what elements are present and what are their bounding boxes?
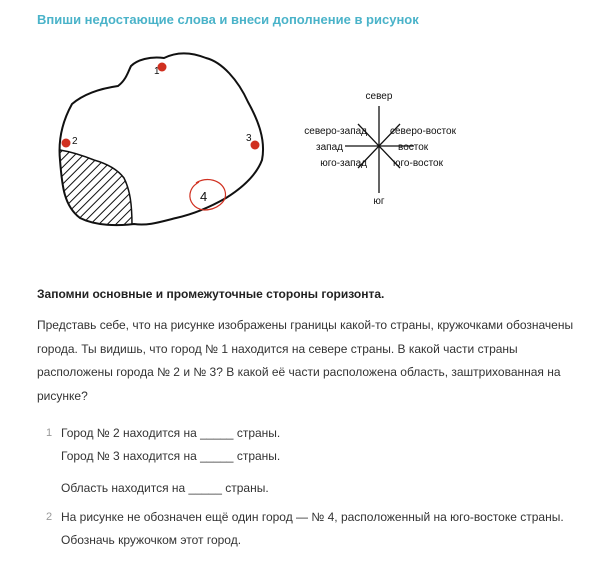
- task-1-line-2: Город № 3 находится на _____ страны.: [61, 449, 281, 463]
- city-3-marker: [251, 141, 260, 150]
- task-2-line-2: Обозначь кружочком этот город.: [61, 533, 242, 547]
- compass-northeast-label: северо-восток: [390, 126, 456, 137]
- compass-southwest-label: юго-запад: [320, 158, 367, 169]
- drawn-city-4-circle: [190, 180, 226, 210]
- city-2-label: 2: [72, 136, 78, 147]
- compass-west-label: запад: [316, 142, 343, 153]
- city-4-label: 4: [200, 189, 208, 204]
- hatched-region: [56, 150, 132, 226]
- city-3-label: 3: [246, 133, 252, 144]
- exercise-heading: Впиши недостающие слова и внеси дополнение в рисунок: [37, 12, 419, 27]
- task-description: Представь себе, что на рисунке изображены границы какой-то страны, кружочками обозначены города. Ты видишь, что город № 1 находится на севере страны. В какой части страны расположены города № 2 и № 3? В какой её части расположена область, заштрихованная на рисунке?: [37, 318, 574, 403]
- task-1-number: 1: [46, 427, 53, 439]
- task-2-line-1: На рисунке не обозначен ещё один город — № 4, расположенный на юго-востоке страны.: [61, 510, 564, 524]
- task-1-line-1: Город № 2 находится на _____ страны.: [61, 426, 281, 440]
- task-1-line-3: Область находится на _____ страны.: [61, 481, 269, 495]
- compass-east-label: восток: [398, 142, 429, 153]
- compass-north-label: север: [365, 91, 393, 102]
- compass-south-label: юг: [373, 196, 385, 207]
- compass-southeast-label: юго-восток: [393, 158, 443, 169]
- task-2-number: 2: [46, 511, 53, 523]
- city-2-marker: [62, 139, 71, 148]
- city-1-label: 1: [154, 66, 160, 77]
- compass-northwest-label: северо-запад: [304, 126, 367, 137]
- section-subheading: Запомни основные и промежуточные стороны горизонта.: [37, 287, 385, 301]
